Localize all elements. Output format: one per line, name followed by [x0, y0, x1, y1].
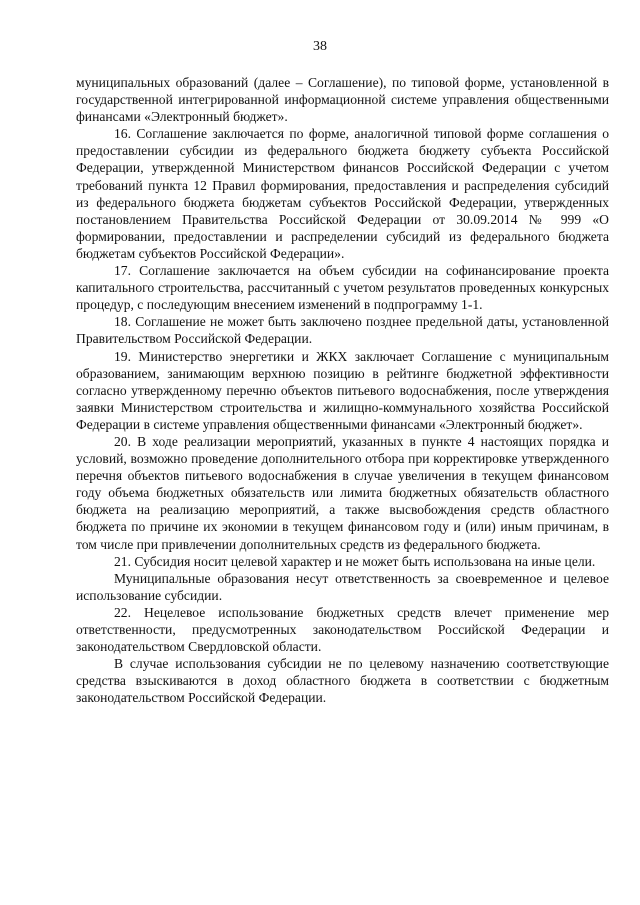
paragraph-22: 22. Нецелевое использование бюджетных средств влечет применение мер ответственности, предусмотренных законодательством Российской Федерации и законодательством Свердловской области.: [76, 604, 609, 655]
paragraph-20: 20. В ходе реализации мероприятий, указанных в пункте 4 настоящих порядка и условий, возможно проведение дополнительного отбора при корректировке утвержденного перечня объектов питьевого водоснабжения в случае увеличения в текущем финансовом году объема бюджетных обязательств или лимита бюджетных обязательств областного бюджета на реализацию мероприятий, а также высвобождения средств областного бюджета по причине их экономии в текущем финансовом году и (или) иным причинам, в том числе при привлечении дополнительных средств из федерального бюджета.: [76, 433, 609, 552]
paragraph-misuse: В случае использования субсидии не по целевому назначению соответствующие средства взыскиваются в доход областного бюджета в соответствии с бюджетным законодательством Российской Федерации.: [76, 656, 609, 706]
paragraph-17: 17. Соглашение заключается на объем субсидии на софинансирование проекта капитального строительства, рассчитанный с учетом результатов проведенных конкурсных процедур, с последующим внесением изменений в подпрограмму 1-1.: [76, 263, 609, 313]
paragraph-18: 18. Соглашение не может быть заключено позднее предельной даты, установленной Правительством Российской Федерации.: [76, 314, 609, 347]
paragraph-21: 21. Субсидия носит целевой характер и не может быть использована на иные цели.: [114, 553, 596, 569]
paragraph-19: 19. Министерство энергетики и ЖКХ заключает Соглашение с муниципальным образованием, занимающим верхнюю позицию в рейтинге бюджетной эффективности согласно утвержденному перечню объектов питьевого водоснабжения, после утверждения заявки Министерством строительства и жилищно-коммунального хозяйства Российской Федерации в системе управления общественными финансами «Электронный бюджет».: [76, 348, 609, 432]
paragraph-responsibility: Муниципальные образования несут ответственность за своевременное и целевое использование субсидии.: [76, 570, 609, 603]
paragraph-continuation: муниципальных образований (далее – Соглашение), по типовой форме, установленной в государственной интегрированной информационной системе управления общественными финансами «Электронный бюджет».: [76, 75, 609, 125]
page-number: 38: [313, 39, 327, 54]
paragraph-16: 16. Соглашение заключается по форме, аналогичной типовой форме соглашения о предоставлении субсидии из федерального бюджета бюджету субъекта Российской Федерации, утвержденной Министерством финансов Российской Федерации с учетом требований пункта 12 Правил формирования, предоставления и распределения субсидий из федерального бюджета бюджетам субъектов Российской Федерации, утвержденных постановлением Правительства Российской Федерации от 30.09.2014 № 999 «О формировании, предоставлении и распределении субсидий из федерального бюджета бюджетам субъектов Российской Федерации».: [76, 126, 609, 261]
body-text: [76, 74, 609, 706]
